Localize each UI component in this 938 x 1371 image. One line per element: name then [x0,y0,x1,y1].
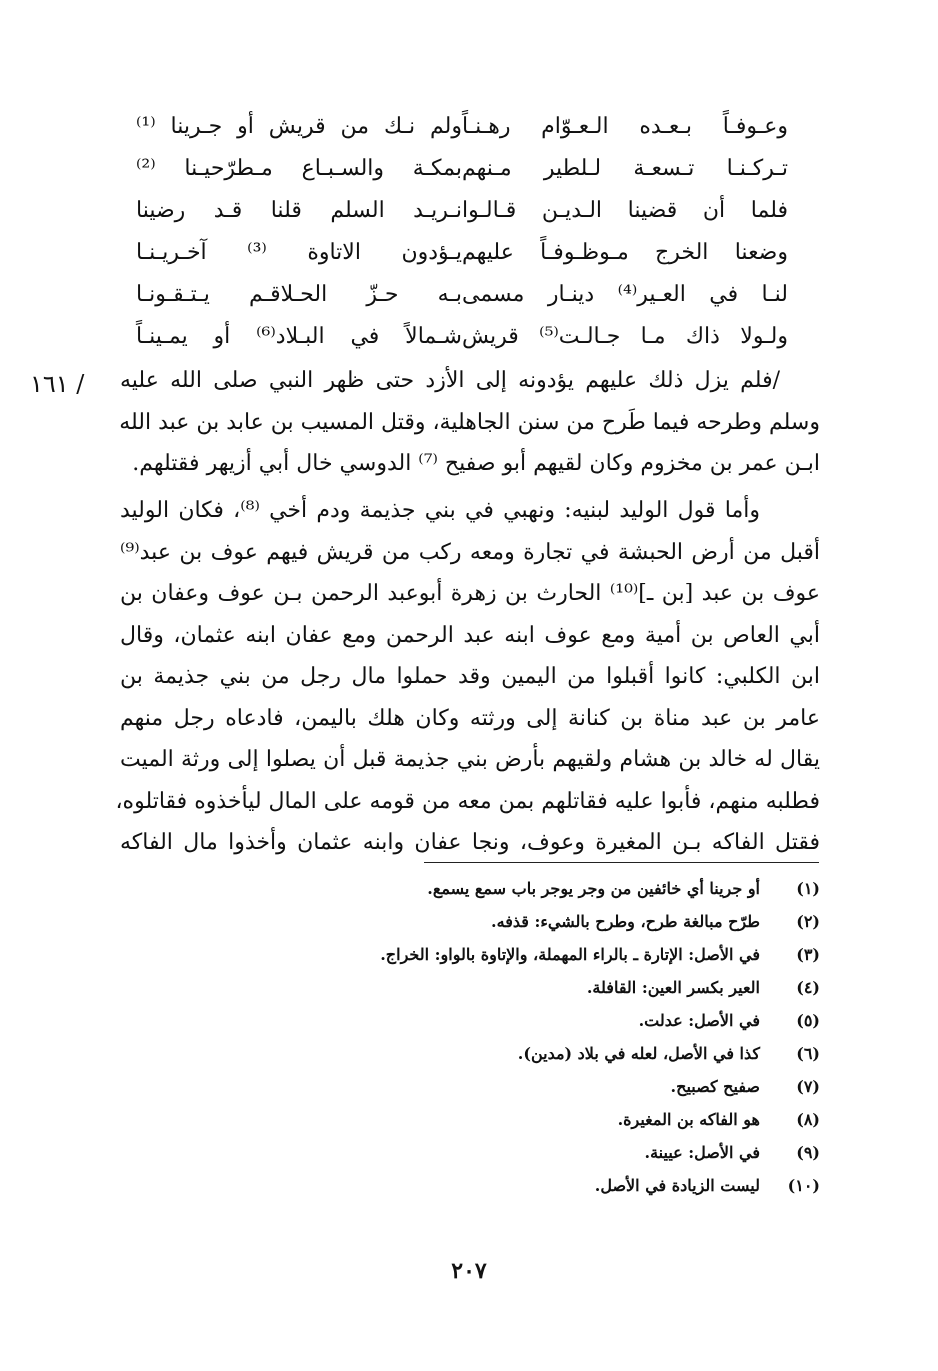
verse-first-hemistich: وعـوفـاً بـعـده الـعـوّام رهـنـاً [462,114,788,139]
poem-verse [112,190,812,232]
text-line: ابن الكلبي: كانوا أقبلوا من اليمين وقد حملوا مال رجل من بني جذيمة بن [120,664,820,689]
footnote-number: (٢) [796,912,820,931]
footnote-text: في الأصل: عدلت. [638,1011,760,1030]
footnote-divider [424,862,819,863]
text-line: /فلم يزل ذلك عليهم يؤدونه إلى الأزد حتى ظهر النبي صلى الله عليه [120,368,780,393]
poem-verse [112,106,812,148]
verse-second-hemistich: بمكـة والسـبـاع مـطرّحيـنا ⁽²⁾ [136,156,462,181]
text-line: عوف بن عبد [بن ـ]⁽¹⁰⁾ الحارث بن زهرة أبوعبد الرحمن بـن عوف وعفان بن [120,581,820,606]
text-line: عامر بن عبد مناة بن كنانة إلى ورثته وكان هلك باليمن، فادعاه رجل منهم [120,705,820,731]
text-line: ابـن عمر بن مخزوم وكان لقيهم أبو صفيح ⁽⁷⁾ الدوسي خال أبي أزيهر فقتلهم. [132,451,820,476]
footnote-text: هو الفاكه بن المغيرة. [617,1110,760,1129]
footnote-text: في الأصل: الإتارة ـ بالراء المهملة، والإتاوة بالواو: الخراج. [380,945,760,964]
footnote-text: ليست الزيادة في الأصل. [594,1176,760,1195]
page-number: ٢٠٧ [451,1258,487,1284]
footnote-text: طرّح مبالغة طرح، وطرح بالشيء: قذفه. [491,912,760,931]
text-line: وسلم وطرحه فيما طَرح من سنن الجاهلية، وقتل المسيب بن عابد بن عبد الله [119,409,820,435]
footnote-text: في الأصل: عيينة. [644,1143,760,1162]
footnote [300,1037,820,1070]
footnote [300,1103,820,1136]
footnote [300,905,820,938]
footnote [300,872,820,905]
paragraph-2 [115,490,820,864]
text-line: فطلبه منهم، فأبوا عليه فقاتلهم بمن معه من قومه على المال ليأخذوه فقاتلوه، [115,788,820,814]
paragraph-1 [120,360,820,485]
footnote [300,1070,820,1103]
verse-second-hemistich: شـمالاً في البـلاد⁽⁶⁾ أو يمـينـاً [136,324,462,349]
text-line: أبي العاص بن أمية ومع عوف ابنه عبد الرحمن ومع عفان ابنه عثمان، وقال [120,622,820,648]
footnote-number: (٧) [796,1077,820,1096]
footnote-number: (٦) [796,1044,820,1063]
verse-first-hemistich: لنـا في العـير⁽⁴⁾ دينـار مسمى [462,282,788,307]
footnote-number: (٤) [796,978,820,997]
verse-first-hemistich: ولـولا ذاك مـا جـالـت⁽⁵⁾ قريش [462,324,788,349]
verse-second-hemistich: يـؤدون الاتاوة ⁽³⁾ آخـريـنـا [136,240,462,265]
verse-first-hemistich: وضعنا الخرج مـوظـوفـاً عليهم [462,240,788,265]
footnotes [300,872,820,1202]
text-line: فقتل الفاكه بـن المغيرة وعوف، ونجا عفان وابنه عثمان وأخذوا مال الفاكه [120,830,820,855]
footnote-number: (٥) [796,1011,820,1030]
verse-second-hemistich: ولم نـك من قريش أو جـرينا ⁽¹⁾ [136,114,462,139]
footnote-number: (١٠) [787,1176,820,1195]
poem-verse [112,316,812,358]
verse-first-hemistich: تـركـنـا تـسعـة لـلطير مـنهم [462,156,788,181]
footnote [300,938,820,971]
verse-second-hemistich: بـه حـزّ الحـلاقـم يـتـقـونـا [136,282,462,307]
footnote-number: (٩) [796,1143,820,1162]
footnote-number: (١) [796,879,820,898]
text-line: أقبل من أرض الحبشة في تجارة ومعه ركب من قريش فيهم عوف بن عبد⁽⁹⁾ [120,539,820,565]
text-line: يقال له خالد بن هشام ولقيهم بأرض بني جذيمة قبل أن يصلوا إلى ورثة الميت [120,747,820,772]
footnote [300,971,820,1004]
footnote-text: كذا في الأصل، لعله في بلاد (مدين). [517,1044,760,1063]
verse-first-hemistich: فلما أن قضينا الـديـن قـالـوا [462,198,788,223]
poem-verse [112,232,812,274]
footnote-text: أو جرينا أي خائفين من وجر يوجر باب سمع يسمع. [427,879,760,898]
footnote [300,1136,820,1169]
text-line: وأما قول الوليد لبنيه: ونهبي في بني جذيمة ودم أخي ⁽⁸⁾، فكان الوليد [120,498,761,523]
footnote [300,1004,820,1037]
manuscript-folio-marker: / ١٦١ [30,370,85,398]
footnote-text: العير بكسر العين: القافلة. [586,978,760,997]
poem-verse [112,274,812,316]
footnote-number: (٨) [796,1110,820,1129]
footnote [300,1169,820,1202]
footnote-number: (٣) [796,945,820,964]
poem-verse [112,148,812,190]
verse-second-hemistich: نـريـد السلم قلنا قـد رضينا [136,198,462,223]
footnote-text: صفيح كصبيح. [670,1077,760,1096]
poem-block [112,106,812,358]
